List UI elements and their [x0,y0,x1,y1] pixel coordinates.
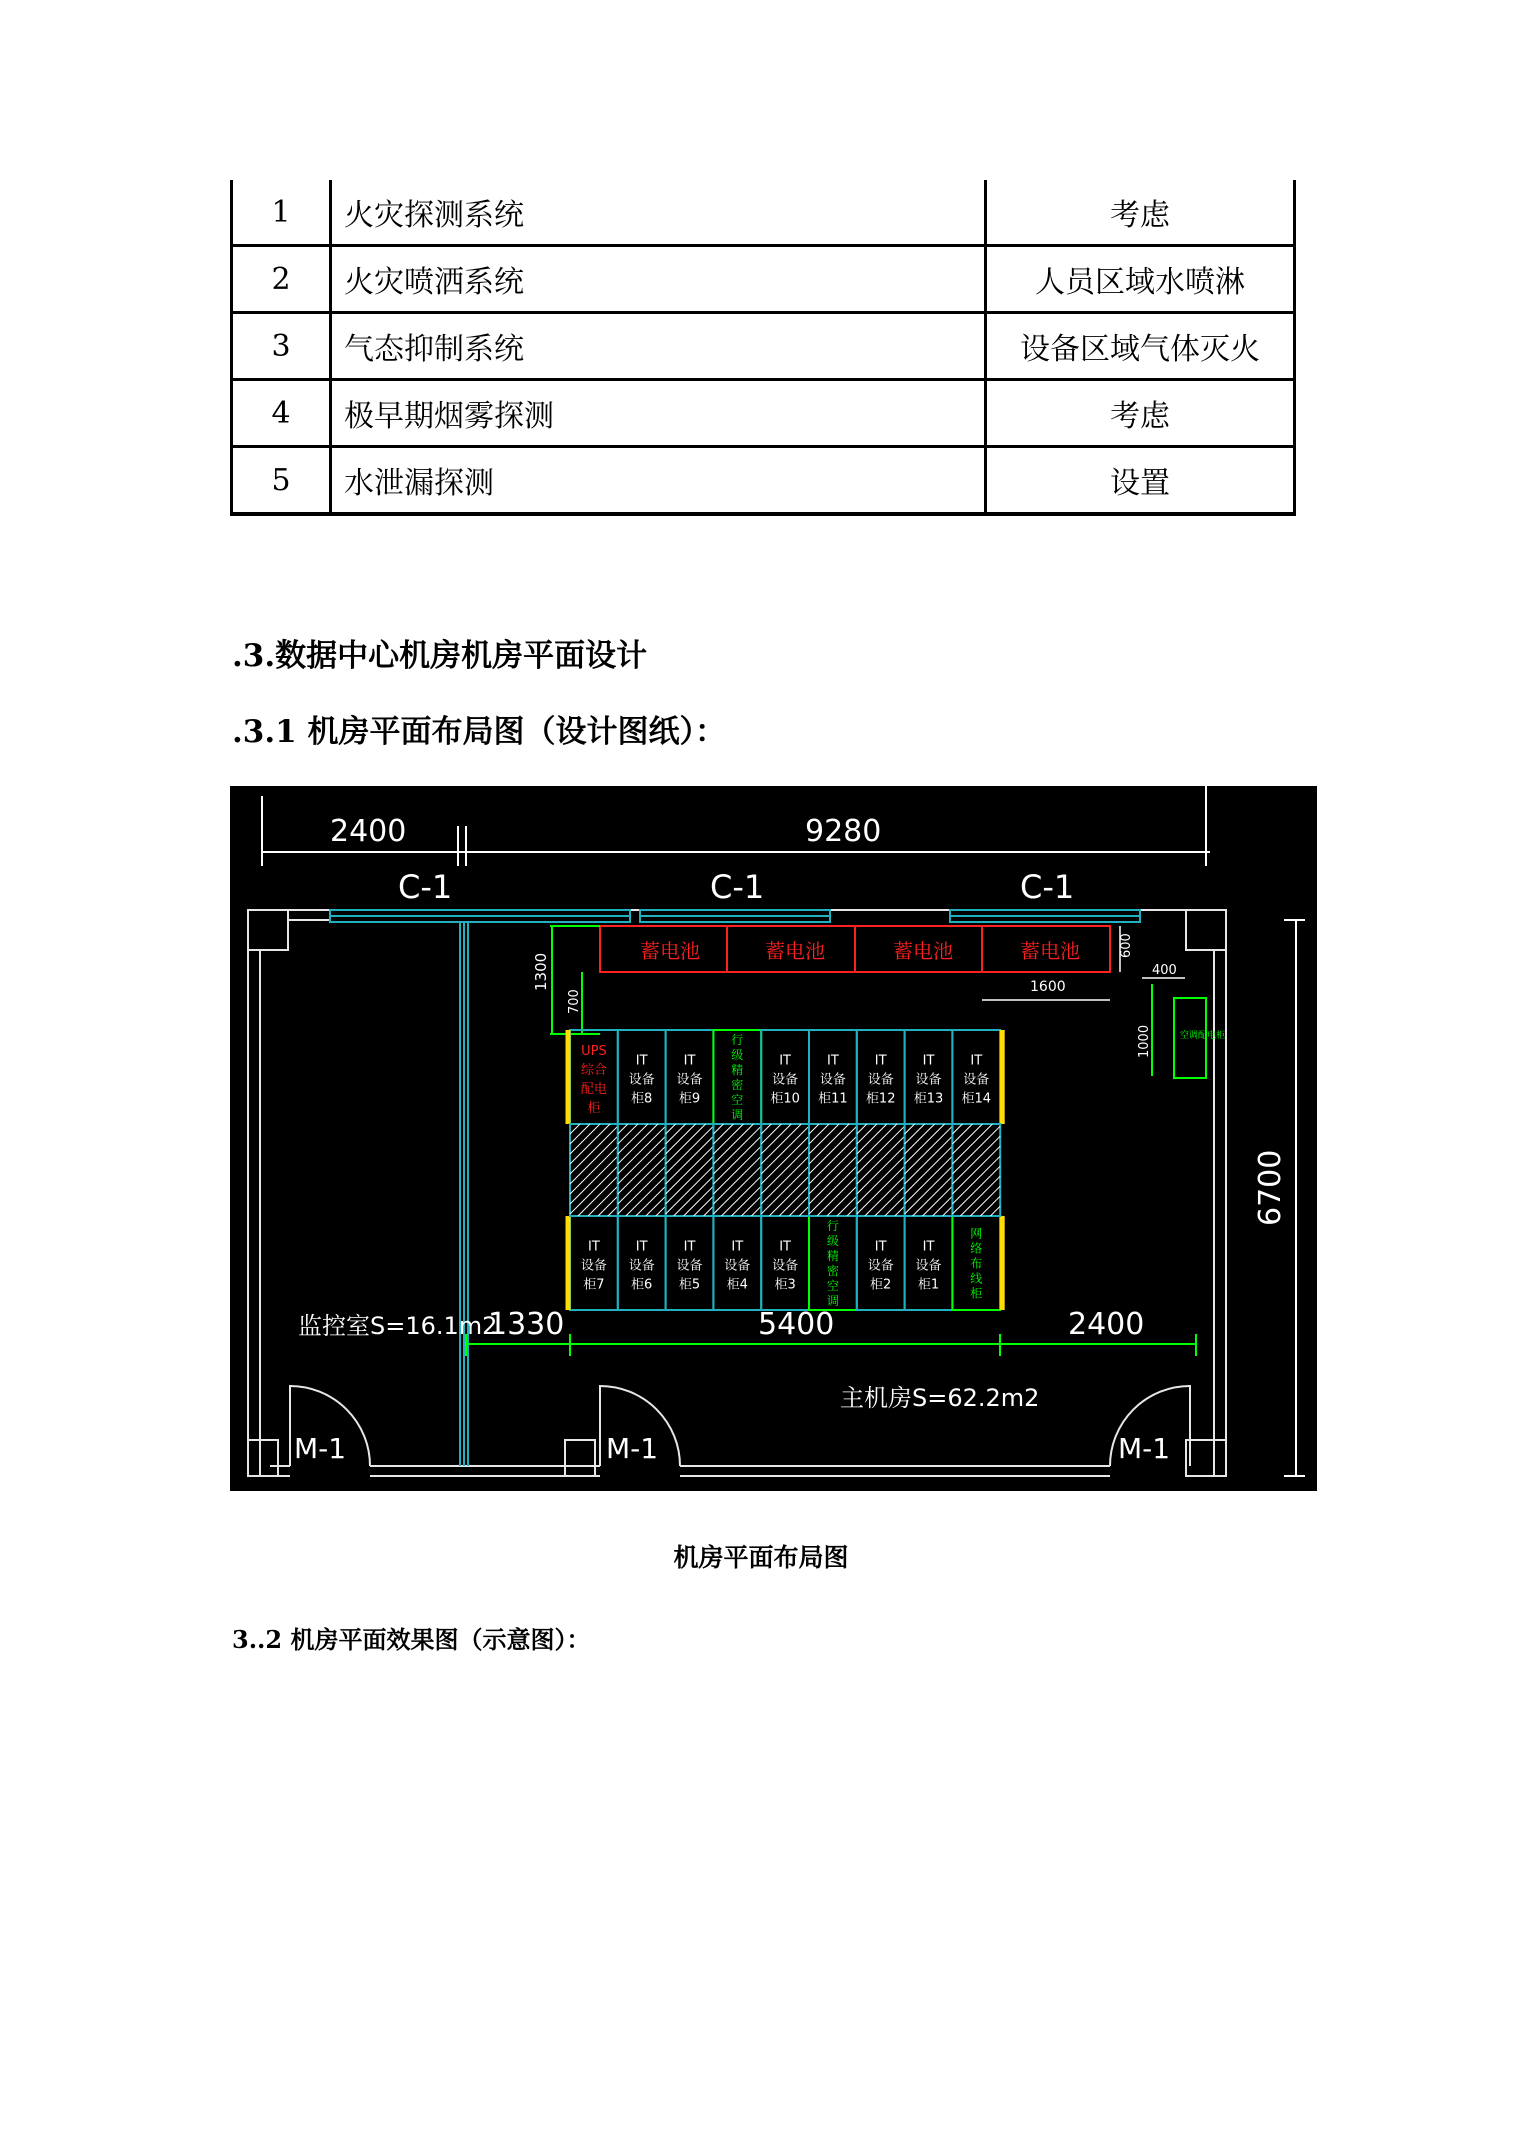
side-cabinet-label: 空调配电柜 [1180,1031,1226,1041]
table-row [232,313,1295,380]
aisle-hatch [666,1166,714,1214]
dim-9280-top: 9280 [805,814,882,849]
aisle-hatch [933,1196,953,1216]
dim-700: 700 [567,989,582,1014]
aisle-hatch [905,1156,953,1204]
aisle-hatch [809,1146,857,1194]
aisle-hatch [721,1176,761,1216]
aisle-hatch [608,1206,618,1216]
aisle-hatch [570,1124,590,1144]
aisle-hatch [618,1146,666,1194]
dim-5400: 5400 [758,1307,835,1342]
aisle-hatch [761,1136,809,1184]
aisle-hatch [713,1166,761,1214]
system-value: 考虑 [986,180,1295,246]
cabinet-label: UPS 综合配电柜 [580,1044,607,1116]
aisle-hatch [990,1206,1000,1216]
aisle-hatch [741,1196,761,1216]
aisle-hatch [704,1206,714,1216]
aisle-hatch [857,1124,877,1144]
aisle-hatch [952,1126,1000,1174]
cabinet-label: 网络布线柜 [970,1226,983,1301]
row-number: 3 [232,313,331,380]
dim-1300: 1300 [532,952,550,991]
fire-system-table [230,180,1296,516]
aisle-hatch [943,1206,953,1216]
table-row [232,180,1295,246]
aisle-hatch [865,1176,905,1216]
system-value: 设置 [986,447,1295,515]
aisle-hatch [905,1136,953,1184]
system-value: 设备区域气体灭火 [986,313,1295,380]
aisle-hatch [713,1124,733,1144]
aisle-hatch [618,1124,638,1144]
aisle-hatch [980,1196,1000,1216]
aisle-hatch [666,1124,676,1134]
aisle-hatch [646,1196,666,1216]
window-label: C-1 [398,868,453,906]
aisle-hatch [905,1124,915,1134]
table-row [232,246,1295,313]
battery-label: 蓄电池 [765,939,825,963]
aisle-hatch [857,1126,905,1174]
cabinet-label: IT 设备柜4 [724,1239,751,1293]
aisle-hatch [713,1124,723,1134]
cabinet-label: IT 设备柜11 [818,1053,848,1107]
aisle-hatch [761,1126,809,1174]
aisle-hatch [618,1156,666,1204]
monitor-room-label: 监控室S=16.1m2 [298,1312,498,1340]
aisle-hatch [598,1196,618,1216]
aisle-hatch [960,1176,1000,1216]
section-subheading: .3.1 机房平面布局图（设计图纸）： [232,714,727,750]
aisle-hatch [570,1156,618,1204]
system-name: 火灾喷洒系统 [331,246,986,313]
aisle-hatch [666,1156,714,1204]
window-strips [330,910,1140,1466]
cabinet-label: IT 设备柜2 [867,1239,894,1293]
aisle-hatch [809,1156,857,1204]
system-value: 人员区域水喷淋 [986,246,1295,313]
main-room-label: 主机房S=62.2m2 [840,1384,1040,1412]
cabinet-label: IT 设备柜13 [913,1053,944,1107]
aisle-hatch [666,1124,706,1164]
aisle-hatch [570,1136,618,1184]
aisle-hatch [952,1124,992,1164]
aisle-hatch [578,1176,618,1216]
aisle-hatch [713,1146,761,1194]
aisle-hatch [905,1124,945,1164]
battery-label: 蓄电池 [640,939,700,963]
dim-1600: 1600 [1030,979,1066,995]
cabinet-label: IT 设备柜14 [961,1053,992,1107]
aisle-hatch [885,1196,905,1216]
battery-label: 蓄电池 [893,939,953,963]
aisle-hatch [570,1124,580,1134]
cabinet-label: 行级精密空调 [731,1033,744,1122]
aisle-hatch [952,1124,962,1134]
aisle-hatch [713,1136,761,1184]
aisle-hatch [570,1166,618,1214]
aisle-hatch [666,1126,714,1174]
aisle-hatch [857,1124,867,1134]
door-label: M-1 [294,1432,347,1465]
system-name: 水泄漏探测 [331,447,986,515]
doors [290,1386,1190,1466]
aisle-hatch [761,1124,781,1144]
aisle-hatch [847,1206,857,1216]
aisle-hatch [570,1124,610,1164]
row-number: 2 [232,246,331,313]
aisle-hatch [694,1196,714,1216]
aisle-hatch [666,1146,714,1194]
aisle-hatch [809,1126,857,1174]
cabinet-rows [568,1030,1002,1310]
aisle-hatch [857,1124,897,1164]
system-name: 火灾探测系统 [331,180,986,246]
table-row [232,380,1295,447]
figure-caption: 机房平面布局图 [673,1543,849,1572]
dim-1000: 1000 [1137,1024,1152,1058]
aisle-hatch [761,1156,809,1204]
system-name: 气态抑制系统 [331,313,986,380]
aisle-hatch [656,1206,666,1216]
aisle-hatch [857,1146,905,1194]
aisle-hatch [666,1124,686,1144]
aisle-hatch [895,1206,905,1216]
cabinet-label: IT 设备柜8 [628,1053,655,1107]
window-label: C-1 [710,868,765,906]
aisle-hatch [666,1136,714,1184]
aisle-hatch [857,1136,905,1184]
aisle-hatch [761,1166,809,1214]
aisle-hatch [570,1126,618,1174]
aisle-hatch [809,1124,819,1134]
battery-label: 蓄电池 [1020,939,1080,963]
cabinet-label: IT 设备柜6 [628,1239,655,1293]
aisle-hatch [905,1126,953,1174]
aisle-hatch [905,1124,925,1144]
dim-2400-bottom: 2400 [1068,1307,1145,1342]
dim-6700: 6700 [1253,1149,1288,1226]
aisle-hatch [761,1124,801,1164]
aisle-hatch [809,1124,849,1164]
system-value: 考虑 [986,380,1295,447]
dim-2400-top: 2400 [330,814,407,849]
table-row [232,447,1295,515]
row-number: 4 [232,380,331,447]
dim-400: 400 [1152,963,1177,978]
cabinet-label: 行级精密空调 [826,1219,839,1308]
aisle-hatch [618,1124,658,1164]
aisle-hatch [952,1136,1000,1184]
section-heading: .3.数据中心机房机房平面设计 [232,638,648,674]
row-number: 5 [232,447,331,515]
battery-row [600,926,1110,972]
aisle-hatch [751,1206,761,1216]
door-label: M-1 [1118,1432,1171,1465]
cabinet-label: IT 设备柜3 [772,1239,799,1293]
aisle-hatch [789,1196,809,1216]
row-number: 1 [232,180,331,246]
floor-plan-drawing [230,786,1317,1491]
aisle-hatch [618,1124,628,1134]
section-subheading-2: 3..2 机房平面效果图（示意图）： [232,1625,591,1654]
aisle-hatch [713,1124,753,1164]
aisle-hatch [618,1166,666,1214]
aisle-hatch [817,1176,857,1216]
cabinet-label: IT 设备柜12 [865,1053,896,1107]
cabinet-label: IT 设备柜5 [676,1239,703,1293]
cabinet-label: IT 设备柜1 [915,1239,942,1293]
floor-plan-svg [230,786,1317,1491]
cabinet-label: IT 设备柜7 [580,1239,607,1293]
door-label: M-1 [606,1432,659,1465]
aisle-hatch [761,1124,771,1134]
aisle-hatch [952,1146,1000,1194]
aisle-hatch [809,1166,857,1214]
aisle-hatch [857,1166,905,1214]
walls [248,910,1226,1476]
aisle-hatch [713,1156,761,1204]
aisle-hatch [905,1146,953,1194]
aisle-hatch [713,1126,761,1174]
aisle-hatch [769,1176,809,1216]
dim-600: 600 [1119,933,1134,958]
aisle-hatch [837,1196,857,1216]
aisle-hatch [570,1146,618,1194]
aisle-hatch [809,1136,857,1184]
aisle-hatch [674,1176,714,1216]
dim-1330: 1330 [488,1307,565,1342]
window-label: C-1 [1020,868,1075,906]
aisle-hatch [952,1166,1000,1214]
aisle-hatch [626,1176,666,1216]
cabinet-label: IT 设备柜9 [676,1053,703,1107]
aisle-hatch [905,1166,953,1214]
aisle-hatch [857,1156,905,1204]
system-name: 极早期烟雾探测 [331,380,986,447]
aisle-hatch [913,1176,953,1216]
aisle-hatch [952,1156,1000,1204]
cabinet-label: IT 设备柜10 [770,1053,800,1107]
aisle-hatch [761,1146,809,1194]
aisle-hatch [618,1136,666,1184]
aisle-hatch [618,1126,666,1174]
aisle-hatch [799,1206,809,1216]
aisle-hatch [809,1124,829,1144]
aisle-hatch [952,1124,972,1144]
